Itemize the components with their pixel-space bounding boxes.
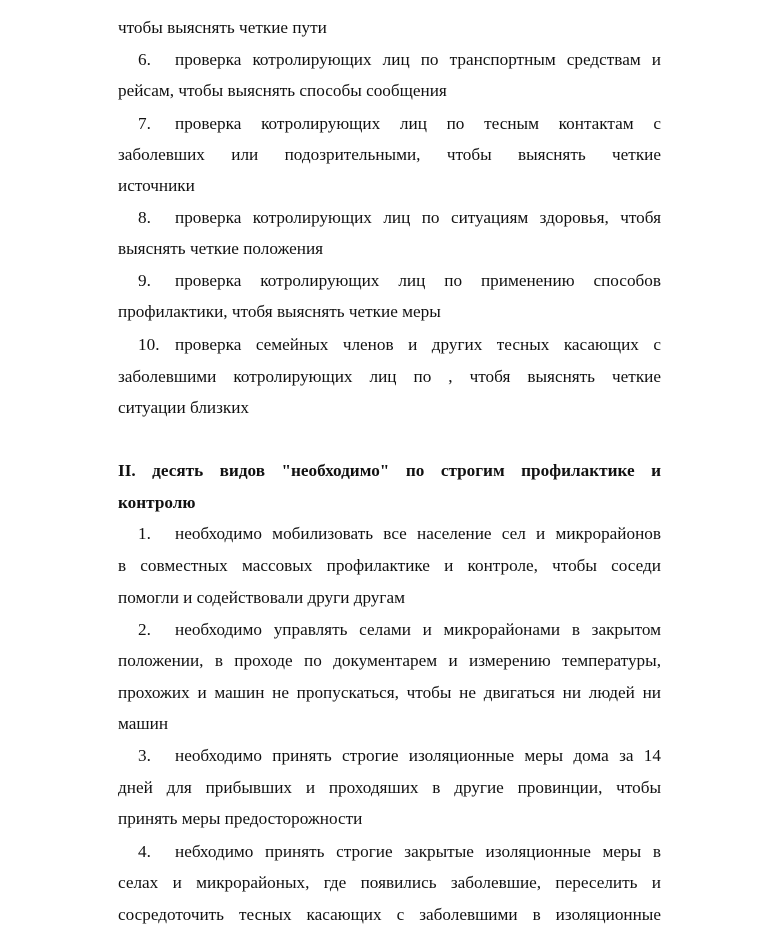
- list-item-2-line: машин: [118, 714, 169, 733]
- list-item-3-line: дней для прибывших и проходяших в другие провинции, чтобы: [118, 778, 661, 797]
- list-item-number: 8.: [138, 208, 151, 227]
- list-item-text: проверка котролирующих лиц по ситуациям здоровья, чтобя: [175, 208, 661, 227]
- list-item-4-first-line: [118, 841, 661, 863]
- list-item-9-line: профилактики, чтобя выяснять четкие меры: [118, 302, 441, 321]
- list-item-1-line: помогли и содействовали други другам: [118, 588, 405, 607]
- list-item-8-line: выяснять четкие положения: [118, 239, 324, 258]
- list-item-4-line: селах и микрорайоных, где появились заболевшие, переселить и: [118, 873, 661, 892]
- list-item-7-line: заболевших или подозрительными, чтобы выяснять четкие: [118, 145, 661, 164]
- list-item-10-line: заболевшими котролирующих лиц по , чтобя выяснять четкие: [118, 367, 661, 386]
- list-item-3-first-line: [118, 745, 661, 767]
- list-item-text: небходимо принять строгие закрытые изоляционные меры в: [175, 842, 661, 861]
- list-item-10-first-line: [118, 334, 661, 356]
- list-item-number: 6.: [138, 50, 151, 69]
- list-item-number: 10.: [138, 335, 160, 354]
- list-item-number: 3.: [138, 746, 151, 765]
- section-heading: II. десять видов "необходимо" по строгим профилактике и: [118, 461, 661, 480]
- list-item-number: 9.: [138, 271, 151, 290]
- list-item-9-first-line: [118, 270, 661, 292]
- list-item-number: 2.: [138, 620, 151, 639]
- list-item-text: необходимо принять строгие изоляционные меры дома за 14: [175, 746, 661, 765]
- list-item-text: проверка котролирующих лиц по тесным контактам с: [175, 114, 661, 133]
- list-item-4-line: сосредоточить тесных касающих с заболевшими в изоляционные: [118, 905, 661, 924]
- list-item-number: 1.: [138, 524, 151, 543]
- list-item-8-first-line: [118, 207, 661, 229]
- list-item-6-first-line: [118, 49, 661, 71]
- list-item-1-first-line: [118, 523, 661, 545]
- list-item-2-line: прохожих и машин не пропускаться, чтобы не двигаться ни людей ни: [118, 683, 661, 702]
- list-item-text: проверка котролирующих лиц по транспортным средствам и: [175, 50, 661, 69]
- list-item-3-line: принять меры предосторожности: [118, 809, 363, 828]
- list-item-text: проверка семейных членов и других тесных касающих с: [175, 335, 661, 354]
- list-item-1-line: в совместных массовых профилактике и контроле, чтобы соседи: [118, 556, 661, 575]
- list-item-7-line: источники: [118, 176, 195, 195]
- list-item-6-line: рейсам, чтобы выяснять способы сообщения: [118, 81, 447, 100]
- list-item-10-line: ситуации близких: [118, 398, 250, 417]
- list-item-text: необходимо управлять селами и микрорайонами в закрытом: [175, 620, 661, 639]
- continuation-line: чтобы выяснять четкие пути: [118, 18, 327, 37]
- list-item-2-line: положении, в проходе по документарем и измерению температуры,: [118, 651, 661, 670]
- list-item-number: 7.: [138, 114, 151, 133]
- list-item-number: 4.: [138, 842, 151, 861]
- list-item-text: проверка котролирующих лиц по применению способов: [175, 271, 661, 290]
- section-heading-continued: контролю: [118, 493, 196, 512]
- list-item-2-first-line: [118, 619, 661, 641]
- list-item-text: необходимо мобилизовать все население сел и микрорайонов: [175, 524, 661, 543]
- list-item-7-first-line: [118, 113, 661, 135]
